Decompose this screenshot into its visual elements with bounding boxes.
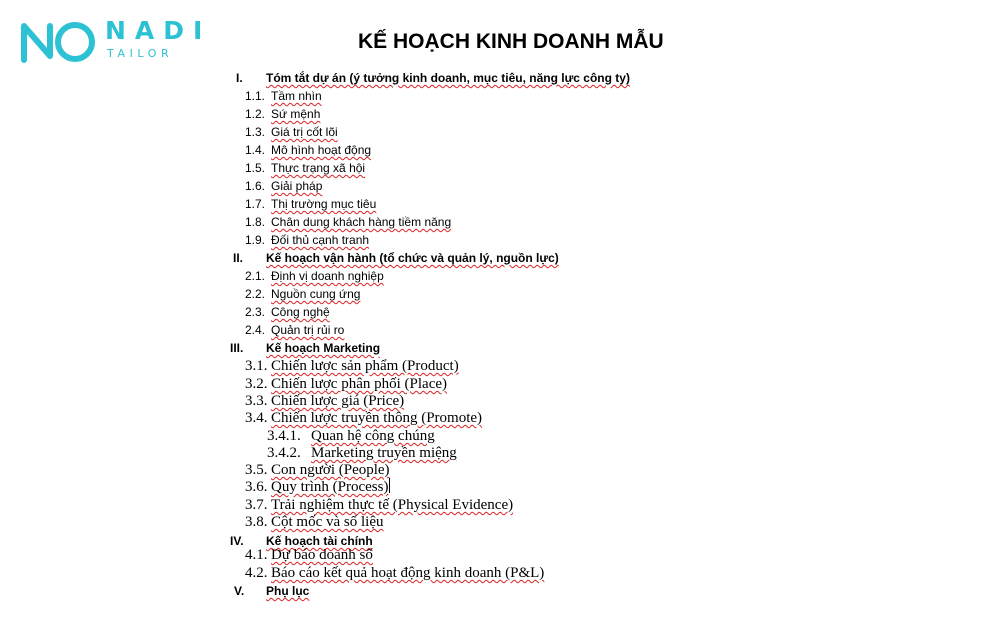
nadi-logo-mark-icon xyxy=(20,20,100,65)
section-heading: Kế hoạch tài chính xyxy=(266,534,373,548)
item-number: 4.1. xyxy=(245,547,268,563)
item-text: Dự báo doanh số xyxy=(271,547,373,563)
item-number: 2.2. xyxy=(245,287,266,301)
item-number: 2.3. xyxy=(245,305,266,319)
item-text-with-cursor[interactable] xyxy=(271,478,390,496)
item-text: Thực trạng xã hội xyxy=(271,161,366,175)
item-number: 1.6. xyxy=(245,179,266,193)
item-text: Con người (People) xyxy=(271,462,390,478)
item-text: Chiến lược sản phẩm (Product) xyxy=(271,358,459,374)
item-number: 2.4. xyxy=(245,323,266,337)
item-number: 3.2. xyxy=(245,376,268,392)
item-text: Công nghệ xyxy=(271,305,330,319)
item-text: Nguồn cung ứng xyxy=(271,287,361,301)
logo-sub-text: TAILOR xyxy=(107,47,174,60)
item-number: 3.4.2. xyxy=(267,445,301,461)
section-number: V. xyxy=(234,584,245,598)
item-number: 3.8. xyxy=(245,514,268,530)
item-number: 3.5. xyxy=(245,462,268,478)
item-text: Quy trình (Process) xyxy=(271,479,389,495)
section-number: I. xyxy=(236,71,243,85)
item-text: Đối thủ cạnh tranh xyxy=(271,233,370,247)
item-text: Quản trị rủi ro xyxy=(271,323,345,337)
item-number: 1.3. xyxy=(245,125,266,139)
logo-brand-text: NADI xyxy=(105,16,212,45)
item-number: 2.1. xyxy=(245,269,266,283)
item-text: Chiến lược giá (Price) xyxy=(271,393,405,409)
item-text: Báo cáo kết quả hoạt động kinh doanh (P&L) xyxy=(271,565,545,581)
item-number: 4.2. xyxy=(245,565,268,581)
item-number: 3.3. xyxy=(245,393,268,409)
item-text: Thị trường mục tiêu xyxy=(271,197,377,211)
section-heading: Kế hoạch vận hành (tổ chức và quản lý, nguồn lực) xyxy=(266,251,559,265)
item-text: Mô hình hoạt động xyxy=(271,143,372,157)
section-heading: Kế hoạch Marketing xyxy=(266,341,381,355)
text-cursor xyxy=(389,478,390,493)
item-number: 3.4.1. xyxy=(267,428,301,444)
nadi-tailor-logo xyxy=(20,16,212,65)
item-text: Chiến lược truyền thông (Promote) xyxy=(271,410,483,426)
item-number: 3.4. xyxy=(245,410,268,426)
item-number: 1.4. xyxy=(245,143,266,157)
item-text: Chiến lược phân phối (Place) xyxy=(271,376,448,392)
item-text: Sứ mệnh xyxy=(271,107,321,121)
document-title: KẾ HOẠCH KINH DOANH MẪU xyxy=(358,30,664,53)
item-number: 3.6. xyxy=(245,479,268,495)
item-text: Giải pháp xyxy=(271,179,323,193)
section-heading: Tóm tắt dự án (ý tưởng kinh doanh, mục tiêu, năng lực công ty) xyxy=(266,71,630,85)
item-number: 1.9. xyxy=(245,233,266,247)
item-text: Quan hệ công chúng xyxy=(311,428,435,444)
item-number: 3.1. xyxy=(245,358,268,374)
section-heading: Phụ lục xyxy=(266,584,310,598)
item-text: Định vị doanh nghiệp xyxy=(271,269,384,283)
item-text: Tầm nhìn xyxy=(271,89,322,103)
item-number: 3.7. xyxy=(245,497,268,513)
item-text: Trải nghiệm thực tế (Physical Evidence) xyxy=(271,497,514,513)
item-text: Marketing truyền miệng xyxy=(311,445,457,461)
item-text: Chân dung khách hàng tiềm năng xyxy=(271,215,452,229)
item-text: Cột mốc và số liệu xyxy=(271,514,384,530)
item-number: 1.5. xyxy=(245,161,266,175)
item-number: 1.7. xyxy=(245,197,266,211)
section-number: II. xyxy=(233,251,244,265)
item-text: Giá trị cốt lõi xyxy=(271,125,338,139)
item-number: 1.2. xyxy=(245,107,266,121)
section-number: IV. xyxy=(230,534,244,548)
section-number: III. xyxy=(230,341,244,355)
item-number: 1.1. xyxy=(245,89,266,103)
item-number: 1.8. xyxy=(245,215,266,229)
